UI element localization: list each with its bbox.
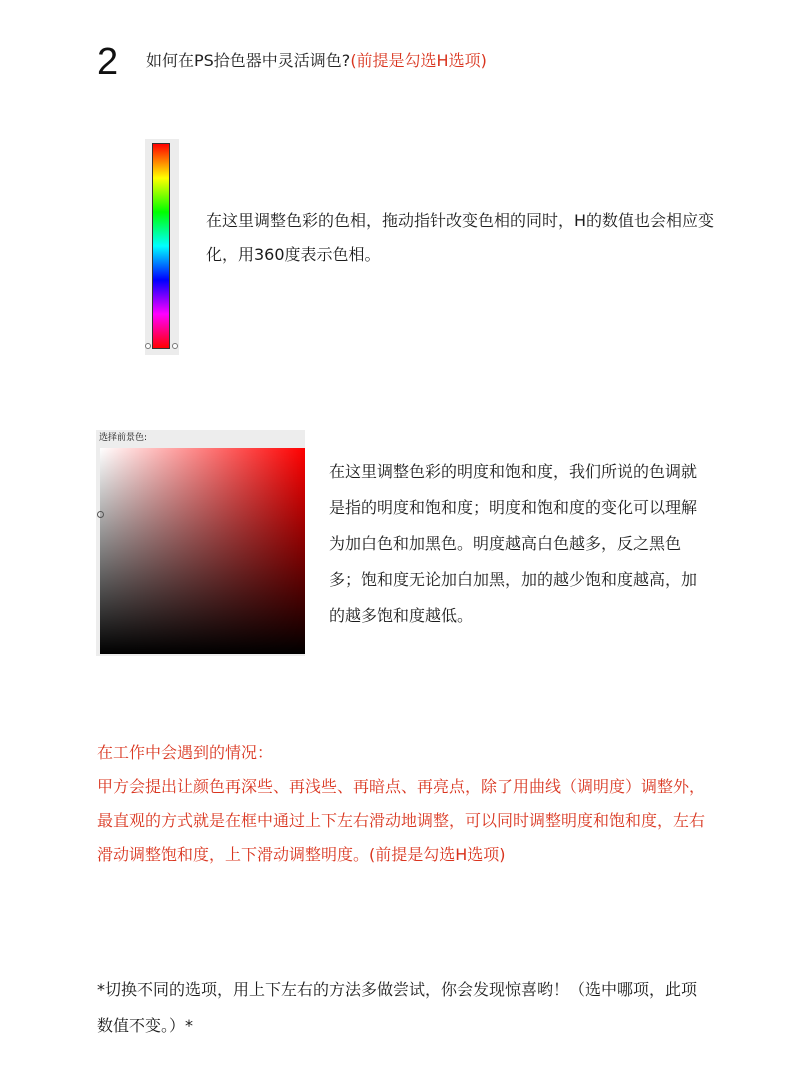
tip-note: *切换不同的选项，用上下左右的方法多做尝试，你会发现惊喜哟！（选中哪项，此项数值不变。）* [97, 980, 698, 1035]
saturation-brightness-field[interactable] [100, 448, 305, 654]
work-situation [97, 736, 707, 872]
situation-title: 在工作中会遇到的情况： [97, 743, 274, 762]
section-heading [146, 48, 487, 74]
hue-slider-handle-left[interactable] [145, 343, 151, 349]
picker-cursor[interactable] [97, 511, 104, 518]
picker-label: 选择前景色: [99, 433, 148, 443]
picker-description: 在这里调整色彩的明度和饱和度，我们所说的色调就是指的明度和饱和度；明度和饱和度的变化可以理解为加白色和加黑色。明度越高白色越多，反之黑色多；饱和度无论加白加黑，加的越少饱和度越高，加的越多饱和度越低。 [329, 462, 698, 625]
situation-body: 甲方会提出让颜色再深些、再浅些、再暗点、再亮点，除了用曲线（调明度）调整外，最直观的方式就是在框中通过上下左右滑动地调整，可以同时调整明度和饱和度，左右滑动调整饱和度，上下滑动调整明度。(前提是勾选H选项) [97, 777, 706, 864]
hue-slider-handle-right[interactable] [172, 343, 178, 349]
hue-slider[interactable] [145, 139, 179, 355]
hue-description: 在这里调整色彩的色相，拖动指针改变色相的同时，H的数值也会相应变化，用360度表示色相。 [206, 211, 715, 264]
heading-question: 如何在PS拾色器中灵活调色? [146, 51, 351, 70]
heading-note: (前提是勾选H选项) [350, 51, 487, 70]
hue-gradient-bar[interactable] [152, 143, 170, 349]
step-number: 2 [97, 41, 119, 83]
color-picker-panel [96, 430, 305, 656]
